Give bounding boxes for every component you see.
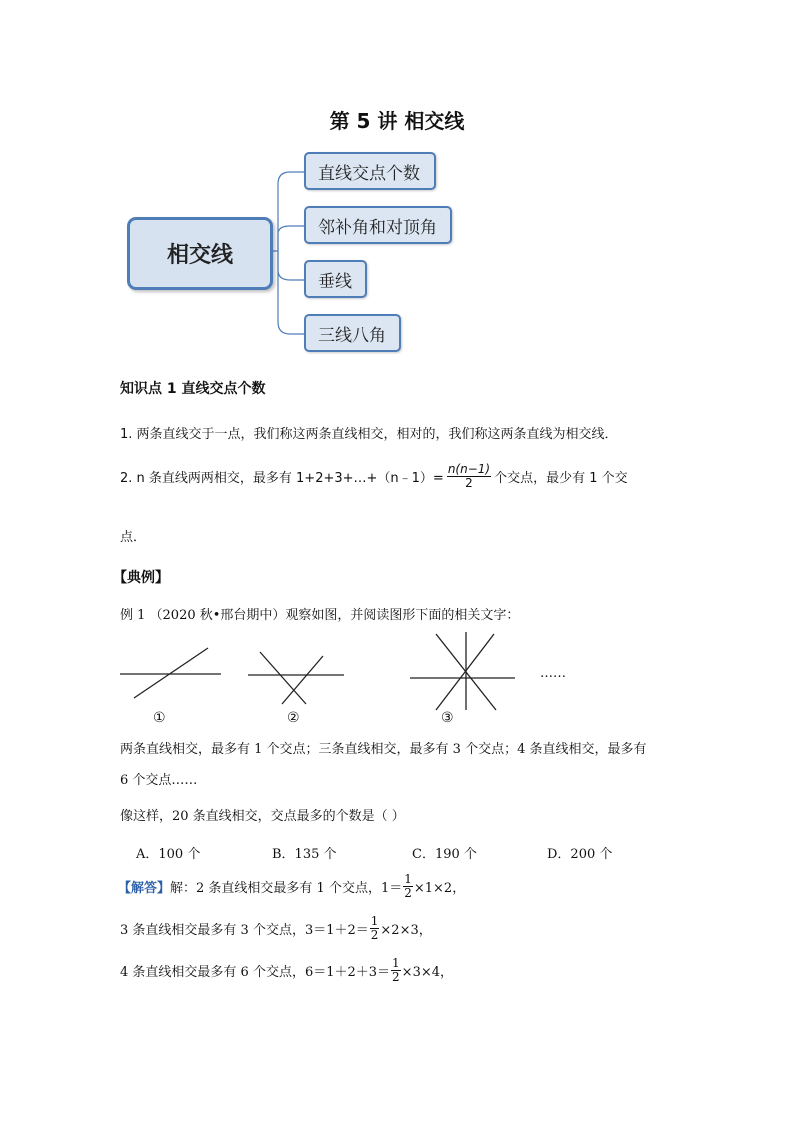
fraction-one-half: $\frac{1}{2}$ — [392, 956, 400, 984]
connector-branch-4 — [278, 251, 304, 334]
example-description-line-1: 两条直线相交，最多有 1 个交点；三条直线相交，最多有 3 个交点；4 条直线相交，最多有 — [120, 742, 647, 757]
example-question: 像这样，20 条直线相交，交点最多的个数是（ ） — [120, 809, 405, 824]
section-heading: 知识点 1 直线交点个数 — [120, 381, 266, 397]
connector-branch-2 — [278, 226, 304, 251]
page-title: 第 5 讲 相交线 — [329, 109, 465, 133]
connector-branch-1 — [278, 172, 304, 251]
mindmap-branch-three-lines: 三线八角 — [304, 314, 401, 352]
mindmap-branch-perpendicular: 垂线 — [304, 260, 367, 298]
answer-line-1: 【解答】 解：2 条直线相交最多有 1 个交点，1＝ $\frac{1}{2}$ ×1×2， — [118, 872, 466, 900]
example-description-line-2: 6 个交点…… — [120, 773, 198, 788]
figure-2-diagonal-b — [282, 656, 323, 704]
answer-line-3: 4 条直线相交最多有 6 个交点，6＝1＋2＋3＝ $\frac{1}{2}$ ×3×4， — [120, 956, 453, 984]
figure-label-2: ② — [287, 710, 300, 726]
example-intro: 例 1 （2020 秋•邢台期中）观察如图，并阅读图形下面的相关文字： — [120, 608, 520, 623]
answer-tag: 【解答】 — [118, 881, 171, 896]
figure-label-3: ③ — [441, 710, 454, 726]
figure-2-diagonal-a — [260, 652, 306, 704]
paragraph-2-before: 2. n 条直线两两相交，最多有 1+2+3+…+（n﹣1）= — [120, 471, 444, 486]
answer-line-2: 3 条直线相交最多有 3 个交点，3＝1＋2＝ $\frac{1}{2}$ ×2×3， — [120, 914, 432, 942]
option-c: C．190 个 — [412, 847, 477, 862]
example-tag: 【典例】 — [113, 570, 169, 586]
mindmap-branch-intersections: 直线交点个数 — [304, 152, 436, 190]
paragraph-2-continued: 点． — [120, 530, 147, 545]
paragraph-2-after: 个交点，最少有 1 个交 — [494, 471, 628, 486]
paragraph-2 — [120, 463, 628, 490]
fraction-one-half: $\frac{1}{2}$ — [370, 914, 379, 942]
figure-ellipsis: …… — [540, 666, 566, 681]
option-d: D．200 个 — [547, 847, 613, 862]
paragraph-1: 1. 两条直线交于一点，我们称这两条直线相交，相对的，我们称这两条直线为相交线． — [120, 427, 618, 442]
option-a: A．100 个 — [136, 847, 201, 862]
intersecting-lines-figure — [110, 628, 590, 713]
formula-fraction: $\frac{n(n-1)}{2}$ — [447, 462, 491, 490]
figure-label-1: ① — [153, 710, 166, 726]
mindmap-branch-angles: 邻补角和对顶角 — [304, 206, 452, 244]
mindmap-root: 相交线 — [127, 217, 273, 290]
figure-1-diagonal — [134, 648, 208, 698]
fraction-one-half: $\frac{1}{2}$ — [404, 872, 412, 900]
connector-branch-3 — [278, 251, 304, 280]
option-b: B．135 个 — [272, 847, 337, 862]
